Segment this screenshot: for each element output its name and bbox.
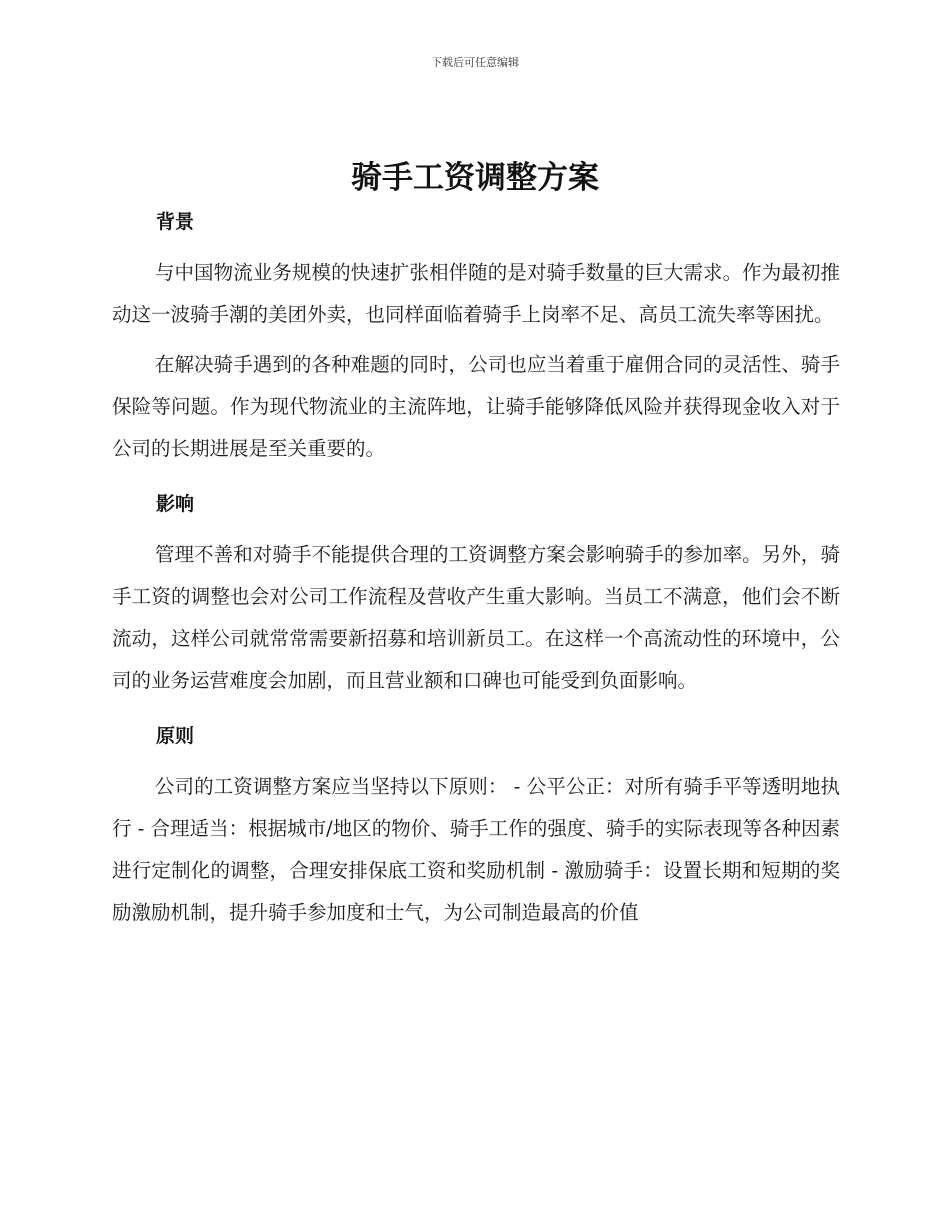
paragraph-impact-1: 管理不善和对骑手不能提供合理的工资调整方案会影响骑手的参加率。另外，骑手工资的调整也会对公司工作流程及营收产生重大影响。当员工不满意，他们会不断流动，这样公司就常常需要新招募和培训新员工。在这样一个高流动性的环境中，公司的业务运营难度会加剧，而且营业额和口碑也可能受到负面影响。 — [112, 543, 840, 692]
section-principles — [112, 716, 840, 934]
section-heading-principles: 原则 — [156, 725, 195, 747]
section-background — [112, 202, 840, 470]
document-title: 骑手工资调整方案 — [351, 160, 599, 196]
paragraph-principles-1: 公司的工资调整方案应当坚持以下原则： - 公平公正：对所有骑手平等透明地执行 - 合理适当：根据城市/地区的物价、骑手工作的强度、骑手的实际表现等各种因素进行定制化的调整，合理安排保底工资和奖励机制 - 激励骑手：设置长期和短期的奖励激励机制，提升骑手参加度和士气，为公司制造最高的价值 — [112, 775, 840, 924]
section-heading-impact: 影响 — [156, 493, 195, 515]
section-impact — [112, 484, 840, 702]
page-header-note: 下载后可任意编辑 — [431, 56, 519, 69]
document-body — [112, 202, 840, 934]
paragraph-background-1: 与中国物流业务规模的快速扩张相伴随的是对骑手数量的巨大需求。作为最初推动这一波骑手潮的美团外卖，也同样面临着骑手上岗率不足、高员工流失率等困扰。 — [112, 261, 840, 326]
paragraph-background-2: 在解决骑手遇到的各种难题的同时，公司也应当着重于雇佣合同的灵活性、骑手保险等问题。作为现代物流业的主流阵地，让骑手能够降低风险并获得现金收入对于公司的长期进展是至关重要的。 — [112, 353, 840, 460]
section-heading-background: 背景 — [156, 211, 195, 233]
